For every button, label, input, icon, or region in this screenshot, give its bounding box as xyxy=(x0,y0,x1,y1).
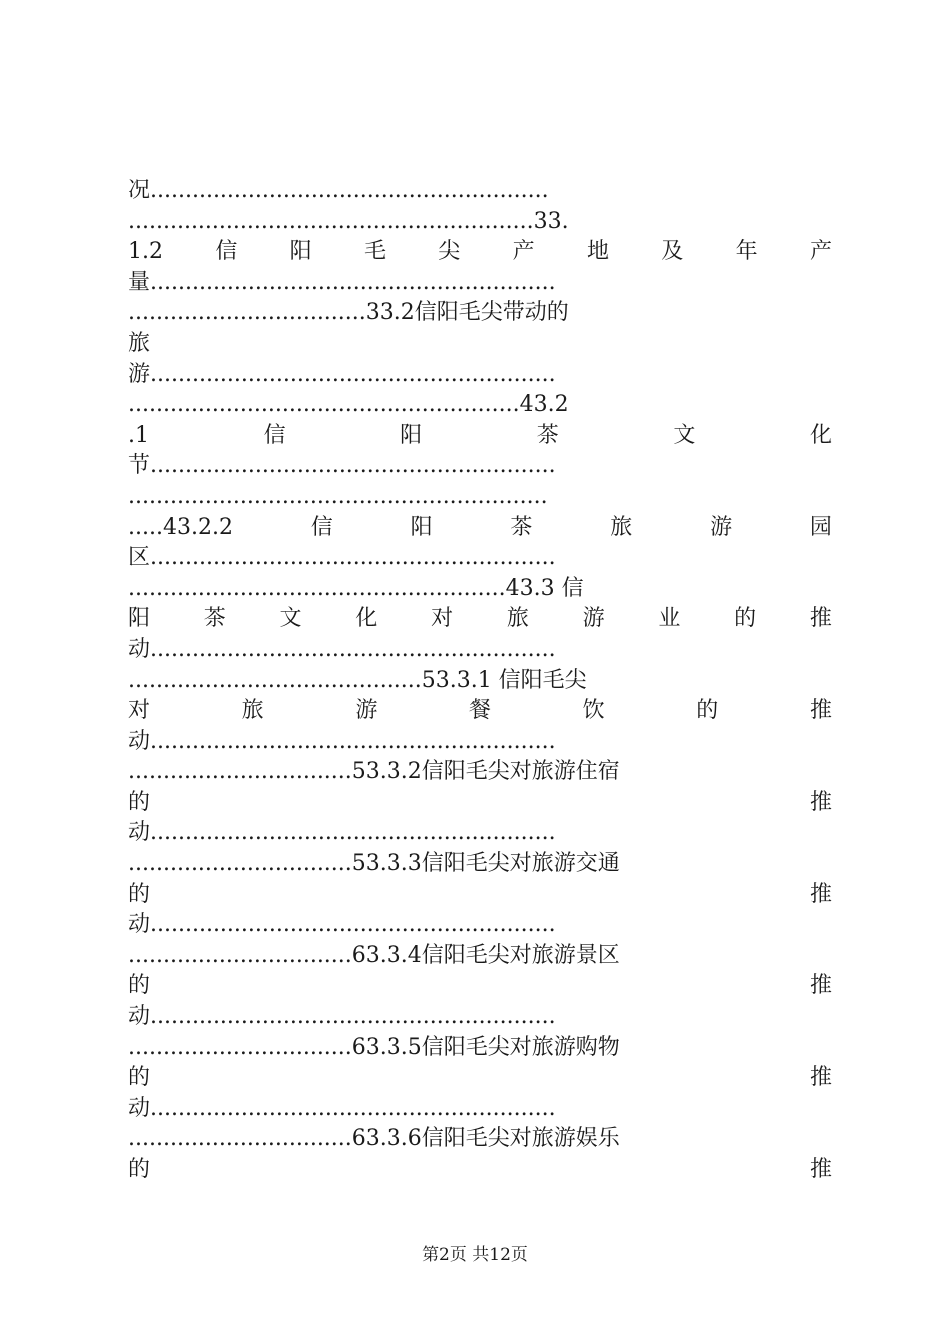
toc-token: 信 xyxy=(263,422,286,448)
toc-line xyxy=(128,513,832,544)
page-footer: 第2页 共12页 xyxy=(422,1245,528,1265)
toc-token: 阳 xyxy=(400,422,423,448)
toc-token: 化 xyxy=(355,606,378,632)
toc-token: 毛 xyxy=(363,239,386,265)
toc-token: 旅 xyxy=(610,514,633,540)
toc-token: 对 xyxy=(431,606,454,632)
toc-token: 阳 xyxy=(410,514,433,540)
toc-token: 推 xyxy=(809,606,832,632)
toc-token: .....43.2.2 xyxy=(128,514,233,540)
toc-line: ......................................................43.3 信 xyxy=(128,575,584,601)
toc-token: 茶 xyxy=(536,422,559,448)
toc-token: 园 xyxy=(809,514,832,540)
toc-line: 动.......................................................... xyxy=(128,912,556,938)
toc-token: 文 xyxy=(279,606,302,632)
toc-line: 区.......................................................... xyxy=(128,545,556,571)
toc-token: 的 xyxy=(128,881,151,907)
toc-line xyxy=(128,237,832,268)
toc-token: 阳 xyxy=(289,239,312,265)
toc-line xyxy=(128,971,832,1002)
toc-token: 尖 xyxy=(438,239,461,265)
toc-token: 对 xyxy=(128,698,151,724)
toc-token: 文 xyxy=(673,422,696,448)
toc-line: ................................63.3.6信阳毛尖对旅游娱乐 xyxy=(128,1126,620,1152)
toc-line: ..................................33.2信阳毛尖带动的 xyxy=(128,300,569,326)
toc-token: 推 xyxy=(809,1065,832,1091)
toc-token: 旅 xyxy=(506,606,529,632)
toc-line: ........................................................43.2 xyxy=(128,392,569,418)
toc-line: ................................63.3.5信阳毛尖对旅游购物 xyxy=(128,1034,620,1060)
toc-token: 信 xyxy=(310,514,333,540)
toc-line: 动.......................................................... xyxy=(128,1004,556,1030)
toc-token: 年 xyxy=(735,239,758,265)
toc-content xyxy=(128,176,832,1186)
toc-line: ................................53.3.2信阳毛尖对旅游住宿 xyxy=(128,759,620,785)
toc-token: 的 xyxy=(128,973,151,999)
toc-line xyxy=(128,696,832,727)
toc-line xyxy=(128,1063,832,1094)
toc-line xyxy=(128,421,832,452)
toc-line: 量.......................................................... xyxy=(128,269,556,295)
toc-line: ..........................................................33. xyxy=(128,208,569,234)
toc-line: 节.......................................................... xyxy=(128,453,556,479)
toc-line: 旅 xyxy=(128,330,151,356)
toc-token: 及 xyxy=(661,239,684,265)
toc-line xyxy=(128,604,832,635)
toc-token: 产 xyxy=(809,239,832,265)
toc-token: 地 xyxy=(586,239,609,265)
toc-token: 的 xyxy=(696,698,719,724)
toc-token: 游 xyxy=(582,606,605,632)
toc-line xyxy=(128,880,832,911)
toc-token: 推 xyxy=(809,973,832,999)
toc-token: 旅 xyxy=(241,698,264,724)
toc-line: 动.......................................................... xyxy=(128,728,556,754)
toc-line: ..........................................53.3.1 信阳毛尖 xyxy=(128,667,587,693)
toc-token: 饮 xyxy=(582,698,605,724)
toc-token: 游 xyxy=(710,514,733,540)
toc-token: 阳 xyxy=(128,606,151,632)
toc-line xyxy=(128,1155,832,1186)
toc-token: 茶 xyxy=(510,514,533,540)
toc-token: 推 xyxy=(809,881,832,907)
toc-line: ............................................................ xyxy=(128,483,548,509)
toc-token: 的 xyxy=(128,1157,151,1182)
toc-line: 动.......................................................... xyxy=(128,820,556,846)
toc-token: 推 xyxy=(809,789,832,815)
toc-line: ................................63.3.4信阳毛尖对旅游景区 xyxy=(128,942,620,968)
toc-token: 业 xyxy=(658,606,681,632)
toc-line: 游.......................................................... xyxy=(128,361,556,387)
toc-line: ................................53.3.3信阳毛尖对旅游交通 xyxy=(128,851,620,877)
toc-token: 推 xyxy=(809,1157,832,1182)
toc-token: 推 xyxy=(809,698,832,724)
toc-line xyxy=(128,788,832,819)
toc-token: 的 xyxy=(734,606,757,632)
toc-token: 1.2 xyxy=(128,239,163,265)
toc-line: 况......................................................... xyxy=(128,178,549,203)
toc-line: 动.......................................................... xyxy=(128,1095,556,1121)
toc-line: 动.......................................................... xyxy=(128,636,556,662)
toc-token: 化 xyxy=(809,422,832,448)
toc-token: 产 xyxy=(512,239,535,265)
toc-token: 游 xyxy=(355,698,378,724)
toc-token: 的 xyxy=(128,789,151,815)
toc-token: .1 xyxy=(128,422,149,448)
toc-token: 信 xyxy=(215,239,238,265)
toc-token: 的 xyxy=(128,1065,151,1091)
toc-token: 茶 xyxy=(203,606,226,632)
toc-token: 餐 xyxy=(468,698,491,724)
